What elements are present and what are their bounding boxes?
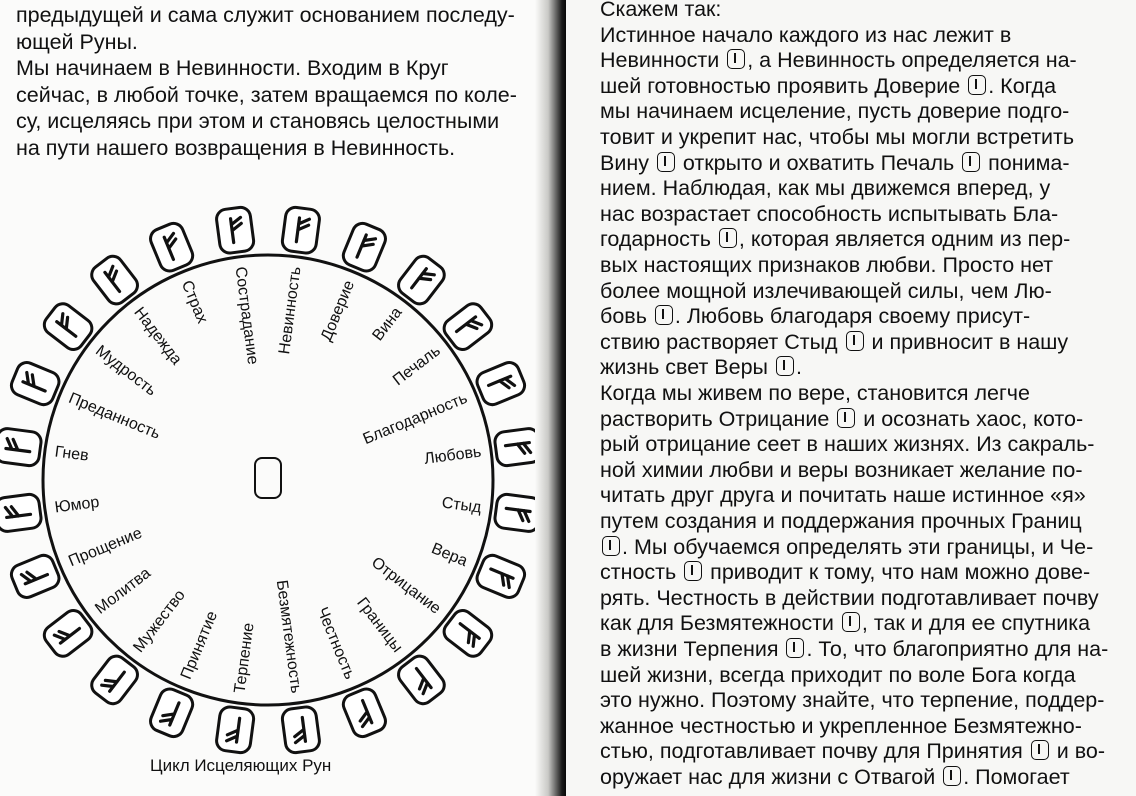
rune-symbol-icon [1031, 740, 1049, 760]
text-line: путем создания и поддержания прочных Границ [600, 509, 1082, 533]
text-line: су, исцеляясь при этом и становясь целостными [16, 109, 500, 133]
text-line: жизнь свет Веры . [600, 355, 802, 380]
text-line: бовь . Любовь благодаря своему присут- [600, 304, 1031, 329]
wheel-label: Доверие [318, 278, 359, 344]
wheel-label: Страх [177, 278, 211, 326]
text-line: рять. Честность в действии подготавливает почву [600, 585, 1099, 610]
text-line: стью, подготавливает почву для Принятия и во- [600, 739, 1106, 764]
rune-stone [340, 220, 388, 274]
rune-symbol-icon [655, 305, 673, 325]
rune-symbol-icon [837, 408, 855, 428]
text-line: Мы начинаем в Невинности. Входим в Круг [16, 56, 449, 80]
text-line: товит и укрепит нас, чтобы мы могли встретить [600, 125, 1075, 149]
rune-symbol-icon [719, 228, 737, 248]
text-line: . Мы обучаемся определять эти границы, и Че- [600, 534, 1093, 560]
text-line: оружает нас для жизни с Отвагой . Помогает [600, 765, 1070, 789]
rune-stone [474, 359, 528, 407]
wheel-label: Вина [369, 304, 406, 345]
rune-symbol-icon [684, 561, 702, 581]
text-line: рый отрицание сеет в наших жизнях. Из сакраль- [600, 432, 1095, 457]
text-line: ющей Руны. [16, 29, 138, 54]
text-line: вых настоящих признаков любви. Просто нет [600, 253, 1054, 277]
wheel-label: Любовь [423, 443, 483, 468]
text-line: нием. Наблюдая, как мы движемся вперед, у [600, 176, 1051, 201]
text-line: на пути нашего возвращения в Невинность. [16, 135, 456, 160]
text-line: в жизни Терпения . То, что благоприятно для на- [600, 637, 1109, 661]
text-line: Скажем так: [600, 0, 722, 21]
text-line: предыдущей и сама служит основанием последу- [16, 3, 515, 27]
left-page [0, 0, 548, 796]
rune-stone [0, 427, 42, 466]
rune-stone [8, 359, 62, 407]
rune-symbol-icon [727, 49, 745, 69]
wheel-label: Юмор [53, 493, 101, 517]
text-line: мы начинаем исцеление, пусть доверие подго- [600, 99, 1070, 124]
text-line: шей жизни, всегда приходит по воле Бога когда [600, 662, 1076, 687]
wheel-label: Преданность [66, 389, 163, 443]
rune-wheel-diagram [0, 0, 548, 796]
text-line: читать друг друга и почитать наше истинное «я» [600, 483, 1086, 508]
wheel-label: Благодарность [360, 389, 470, 449]
rune-stone [147, 686, 195, 740]
wheel-label: Честность [313, 604, 359, 682]
wheel-label: Принятие [177, 608, 222, 682]
rune-stone [147, 220, 195, 274]
text-line: жанное честностью и укрепленное Безмятежно- [600, 713, 1082, 738]
wheel-label: Стыд [440, 494, 483, 517]
text-line: сейчас, в любой точке, затем вращаемся по коле- [16, 82, 517, 107]
text-line: ной химии любви и веры возникает желание по- [600, 457, 1083, 482]
text-line: нас возрастает способность испытывать Бла- [600, 201, 1059, 226]
wheel-label: Вера [428, 540, 470, 571]
center-rune-stone [255, 458, 281, 498]
wheel-circle [43, 255, 493, 705]
wheel-label: Печаль [389, 342, 444, 390]
wheel-label: Мужество [130, 586, 189, 656]
text-line: Вину открыто и охватить Печаль понима- [600, 150, 1070, 175]
text-line: растворить Отрицание и осознать хаос, кото- [600, 406, 1084, 431]
text-line: стность приводит к тому, что нам можно дове- [600, 560, 1091, 585]
text-line: как для Безмятежности , так и для ее спутника [600, 611, 1091, 636]
rune-stone [474, 552, 528, 600]
text-line: Когда мы живем по вере, становится легче [600, 381, 1030, 405]
wheel-label: Терпение [231, 621, 258, 695]
text-line: это нужно. Поэтому знайте, что терпение, поддер- [600, 688, 1105, 713]
wheel-label: Мудрость [92, 342, 160, 400]
wheel-label: Сострадание [231, 265, 262, 366]
text-line: более мощной излечивающей силы, чем Лю- [600, 278, 1052, 303]
rune-stone [8, 552, 62, 600]
wheel-label: Границы [353, 594, 406, 656]
rune-symbol-icon [776, 356, 794, 376]
rune-stone [215, 706, 254, 754]
rune-symbol-icon [968, 75, 986, 95]
text-line: ствию растворяет Стыд и привносит в нашу [600, 329, 1069, 354]
wheel-label: Надежда [130, 304, 185, 369]
wheel-label: Прощение [66, 524, 145, 571]
wheel-label: Безмятежность [272, 579, 305, 695]
text-line: Истинное начало каждого из нас лежит в [600, 22, 1012, 47]
rune-stone [215, 206, 254, 254]
rune-symbol-icon [943, 766, 961, 786]
rune-symbol-icon [786, 638, 804, 658]
text-line: Невинности , а Невинность определяется на- [600, 48, 1077, 73]
figure-caption: Цикл Исцеляющих Рун [150, 756, 332, 775]
text-line: годарность , которая является одним из пер- [600, 227, 1071, 252]
wheel-label: Невинность [276, 265, 305, 356]
wheel-label: Гнев [53, 443, 90, 465]
rune-symbol-icon [842, 612, 860, 632]
rune-symbol-icon [846, 331, 864, 351]
wheel-label: Отрицание [368, 554, 444, 618]
right-page [566, 0, 1136, 796]
rune-stone [0, 493, 42, 532]
rune-stone [340, 686, 388, 740]
rune-symbol-icon [602, 536, 620, 556]
wheel-label: Молитва [92, 564, 155, 618]
text-line: шей готовностью проявить Доверие . Когда [600, 73, 1057, 98]
rune-symbol-icon [962, 152, 980, 172]
rune-stone [281, 206, 320, 254]
rune-symbol-icon [657, 152, 675, 172]
rune-stone [281, 706, 320, 754]
